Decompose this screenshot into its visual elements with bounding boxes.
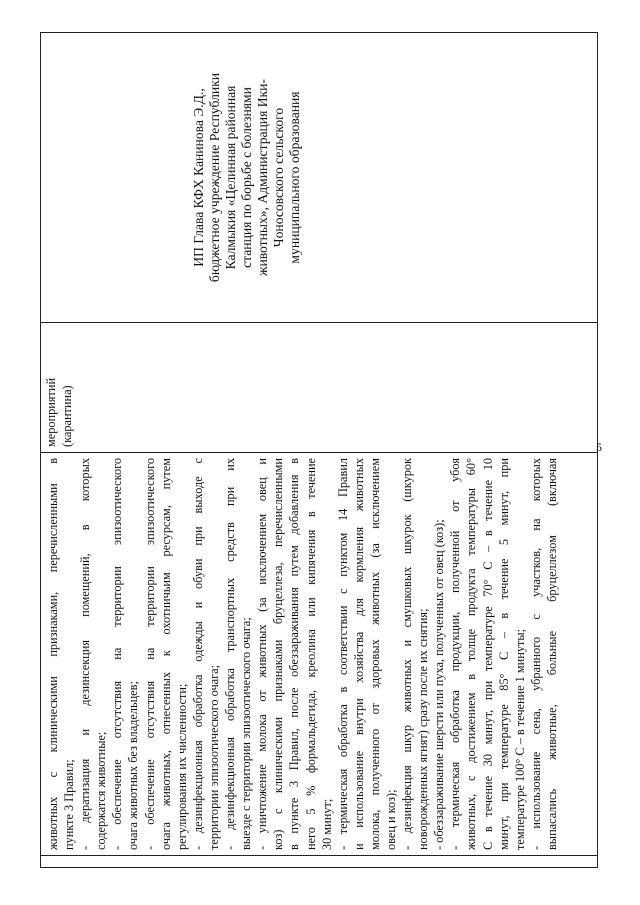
measures-line: пункте 3 Правил; [62,759,77,850]
measures-table [40,32,598,868]
responsible-line: станция по борьбе с болезнями [239,87,254,268]
measures-line: - дезинфекционная обработка одежды и обуви при выходе с [190,458,205,850]
event-type-line: (карантина) [60,385,75,447]
measures-line: содержатся животные; [94,731,109,850]
measures-line: молока, полученного от здоровых животных (за исключением [367,458,382,850]
event-type-text [43,328,75,447]
measures-line: 30 минут; [319,798,334,850]
measures-line: минут, при температуре 85° С – в течение 5 минут, при [496,458,511,850]
responsible-line: ИП Глава КФХ Канинова Э.Д., [191,88,206,267]
measures-line: коз) с клиническими признаками бруцеллеза, перечисленными [271,458,286,850]
rotated-table-frame [40,33,598,868]
measures-line: овец и коз); [383,789,398,850]
measures-line: - уничтожение молока от животных (за исключением овец и [255,458,270,850]
measures-line: в пункте 3 Правил, после обеззараживания путем добавления в [287,458,302,850]
measures-line: температуре 100° С – в течение 1 минуты; [512,628,527,850]
measures-line: регулирования их численности; [174,683,189,850]
measures-cell [41,453,598,856]
measures-line: и использование внутри хозяйства для кормления животных [351,458,366,850]
measures-line: - обеспечение отсутствия на территории эпизоотического [110,458,125,850]
responsible-line: Чоносовского сельского [271,107,286,248]
measures-line: - дезинфекционная обработка транспортных средств при их [223,458,238,850]
measures-line: - дезинфекция шкур животных и смушковых шкурок (шкурок [400,458,415,850]
measures-line: выезде с территории эпизоотического очага; [239,617,254,850]
measures-line: него 5 % формальдегида, креолина или кипячения в течение [303,458,318,850]
page-number: 5 [596,440,602,454]
measures-line: животных с клиническими признаками, перечисленными в [46,458,60,850]
responsible-line: бюджетное учреждение Республики [207,72,222,283]
measures-line: - обеспечение отсутствия на территории эпизоотического [142,458,157,850]
measures-line: - термическая обработка в соответствии с пунктом 14 Правил [335,458,350,850]
responsible-text [191,38,303,317]
measures-line: - использование сена, убранного с участков, на которых [528,458,543,850]
responsible-line: животных», Администрация Ики- [255,79,270,276]
measures-line: выпасались животные, больные бруцеллезом (включая [544,458,559,850]
measures-line: территории эпизоотического очага; [206,664,221,850]
measures-line: С в течение 30 минут, при температуре 70° С – в течение 10 [480,458,495,850]
table-row [41,33,598,868]
measures-line: новорожденных ягнят) сразу после их снятия; [416,608,431,850]
measures-text [45,458,560,850]
measures-line: - обеззараживание шерсти или пуха, полученных от овец (коз); [432,519,447,850]
measures-line: очага животных, отнесенных к охотничьим ресурсам, путем [158,458,173,850]
measures-line: очага животных без владельцев; [126,681,141,850]
event-type-line: мероприятий [44,377,58,447]
responsible-line: Калмыкия «Целинная районная [223,85,238,270]
measures-line: - дератизация и дезинсекция помещений, в которых [78,458,93,850]
measures-line: - термическая обработка продукции, полученной от убоя [448,458,463,850]
event-type-cell [41,323,598,453]
number-cell [41,856,598,868]
responsible-line: муниципального образования [287,91,302,264]
responsible-cell [41,33,598,323]
measures-line: животных, с достижением в толще продукта температуры 60° [464,458,479,850]
